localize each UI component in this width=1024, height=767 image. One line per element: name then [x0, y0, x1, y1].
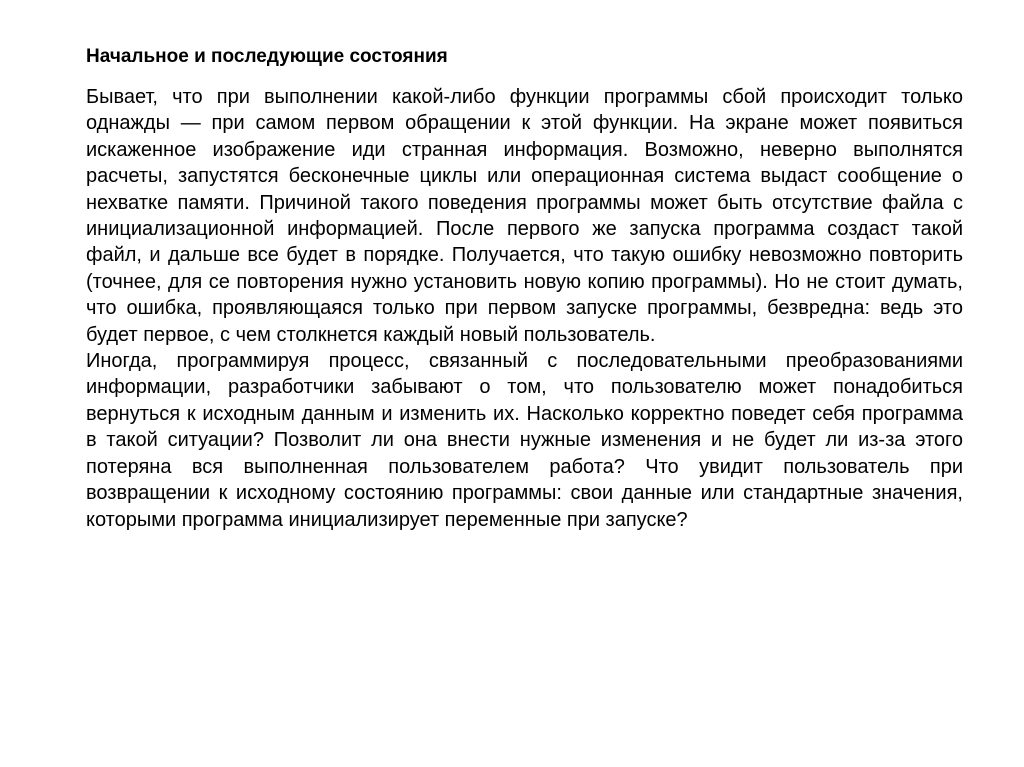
slide-content	[86, 44, 963, 533]
slide-title: Начальное и последующие состояния	[86, 46, 448, 67]
paragraph-first-launch-bug: Бывает, что при выполнении какой-либо функции программы сбой происходит только однажды — при самом первом обращении к этой функции. На экране может появиться искаженное изображение иди странная информация. Возможно, неверно выполнятся расчеты, запустятся бесконечные циклы или операционная система выдаст сообщение о нехватке памяти. Причиной такого поведения программы может быть отсутствие файла с инициализационной информацией. После первого же запуска программа создаст такой файл, и дальше все будет в порядке. Получается, что такую ошибку невозможно повторить (точнее, для се повторения нужно установить новую копию программы). Но не стоит думать, что ошибка, проявляющаяся только при первом запуске программы, безвредна: ведь это будет первое, с чем столкнется каждый новый пользователь.	[86, 86, 963, 346]
paragraph-return-to-initial-state: Иногда, программируя процесс, связанный с последовательными преобразованиями информации, разработчики забывают о том, что пользователю может понадобиться вернуться к исходным данным и изменить их. Насколько корректно поведет себя программа в такой ситуации? Позволит ли она внести нужные изменения и не будет ли из-за этого потеряна вся выполненная пользователем работа? Что увидит пользователь при возвращении к исходному состоянию программы: свои данные или стандартные значения, которыми программа инициализирует переменные при запуске?	[86, 350, 963, 531]
